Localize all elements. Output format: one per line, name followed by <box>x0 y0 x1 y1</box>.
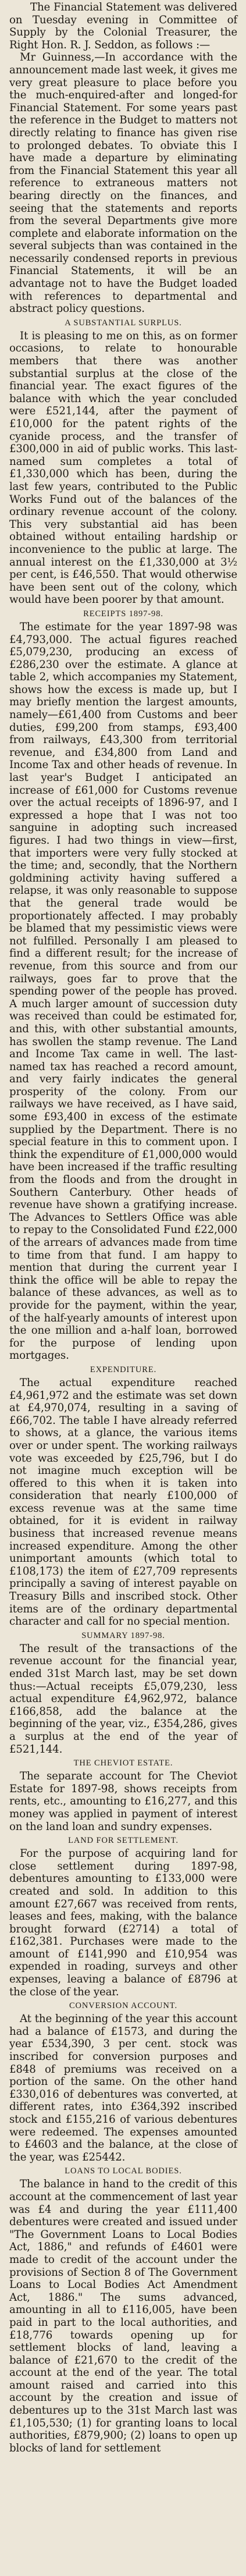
body-paragraph: The estimate for the year 1897-98 was £4,793,000. The actual figures reached £5,079,230, producing an excess of £286,230 over the estimate. A glance at table 2, which accompanies my Statement, shows how the excess is made up, but I may briefly mention the largest amounts, namely—£61,400 from Customs and beer duties, £99,200 from stamps, £93,400 from railways, £43,300 from territorial revenue, and £34,800 from Land and Income Tax and other heads of revenue. In last year's Budget I anticipated an increase of £61,000 for Customs revenue over the actual receipts of 1896-97, and I expressed a hope that I was not too sanguine in adopting such increased figures. I had two things in view—first, that importers were very fully stocked at the time; and, secondly, that the Northern goldmining activity having suffered a relapse, it was only reasonable to suppose that the general trade would be proportionately affected. I may probably be blamed that my pessimistic views were not fulfilled. Personally I am pleased to find a different result; for the increase of revenue, from this source and from our railways, goes far to prove that the spending power of the people has proved. A much larger amount of succession duty was received than could be estimated for, and this, with other substantial amounts, has swollen the stamp revenue. The Land and Income Tax came in well. The last-named tax has reached a record amount, and very fairly indicates the general prosperity of the colony. From our railways we have received, as I have said, some £93,400 in excess of the estimate supplied by the Department. There is no special feature in this to comment upon. I think the expenditure of £1,000,000 would have been increased if the traffic resulting from the floods and from the drought in Southern Canterbury. Other heads of revenue have shown a gratifying increase. The Advances to Settlers Office was able to repay to the Consolidated Fund £22,000 of the arrears of advances made from time to time from that fund. I am happy to mention that during the current year I think the office will be able to repay the balance of these advances, as well as to provide for the payment, within the year, of the half-yearly amounts of interest upon the one million and a-half loan, borrowed for the purpose of lending upon mortgages. <box>9 620 237 1362</box>
body-paragraph: Mr Guinness,—In accordance with the announcement made last week, it gives me very great pleasure to place before you the much-enquired-after and longed-for Financial Statement. For some years past the reference in the Budget to matters not directly relating to finance has given rise to prolonged debates. To obviate this I have made a departure by eliminating from the Financial Statement this year all reference to extraneous matters not bearing directly on the finances, and seeing that the statements and reports from the several Departments give more complete and elaborate information on the several subjects than was contained in the necessarily condensed reports in previous Financial Statements, it will be an advantage not to have the Budget loaded with references to departmental and abstract policy questions. <box>9 51 237 315</box>
body-paragraph: The balance in hand to the credit of this account at the commencement of last year was £4 and during the year £111,400 debentures were created and issued under "The Government Loans to Local Bodies Act, 1886," and refunds of £4601 were made to credit of the account under the provisions of Section 8 of The Government Loans to Local Bodies Act Amendment Act, 1886." The sums advanced, amounting in all to £116,005, have been paid in part to the local authorities, and £18,776 towards opening up for settlement blocks of land, leaving a balance of £21,670 to the credit of the account at the end of the year. The total amount raised and carried into this account by the creation and issue of debentures up to the 31st March last was £1,105,530; (1) for granting loans to local authorities, £879,900; (2) loans to open up blocks of land for settlement <box>9 2178 237 2454</box>
section-heading: LAND FOR SETTLEMENT. <box>68 1836 179 1846</box>
financial-statement-article <box>9 1 237 2454</box>
section-heading: RECEIPTS 1897-98. <box>83 609 163 619</box>
section-heading: CONVERSION ACCOUNT. <box>69 2001 177 2011</box>
body-paragraph: It is pleasing to me on this, as on former occasions, to relate to honourable members that there was another substantial surplus at the close of the financial year. The exact figures of the balance with which the year concluded were £521,144, after the payment of £10,000 for the patent rights of the cyanide process, and the transfer of £300,000 in aid of public works. This last-named sum completes a total of £1,330,000 which has been, during the last few years, contributed to the Public Works Fund out of the balances of the ordinary revenue account of the colony. This very substantial aid has been obtained without entailing hardship or inconvenience to the public at large. The annual interest on the £1,330,000 at 3½ per cent, is £46,550. That would otherwise have been sent out of the colony, which would have been poorer by that amount. <box>9 329 237 606</box>
body-paragraph: The actual expenditure reached £4,961,972 and the estimate was set down at £4,970,074, resulting in a saving of £66,702. The table I have already referred to shows, at a glance, the various items over or under spent. The working railways vote was exceeded by £25,796, but I do not imagine much exception will be offered to this when it is taken into consideration that nearly £100,000 of excess revenue was at the same time obtained, for it is evident in railway business that increased revenue means increased expenditure. Among the other unimportant amounts (which total to £108,173) the item of £27,709 represents principally a saving of interest payable on Treasury Bills and inscribed stock. Other items are of the ordinary departmental character and call for no special mention. <box>9 1376 237 1628</box>
lead-paragraph: The Financial Statement was delivered on Tuesday evening in Committee of Supply by the Colonial Treasurer, the Right Hon. R. J. Seddon, as follows :— <box>9 1 237 51</box>
body-paragraph: The result of the transactions of the revenue account for the financial year, ended 31st March last, may be set down thus:—Actual receipts £5,079,230, less actual expenditure £4,962,972, balance £166,858, add the balance at the beginning of the year, viz., £354,286, gives a surplus at the end of the year of £521,144. <box>9 1642 237 1756</box>
body-paragraph: For the purpose of acquiring land for close settlement during 1897-98, debentures amounting to £133,000 were created and sold. In addition to this amount £27,667 was received from rents, leases and fees, making, with the balance brought forward (£2714) a total of £162,381. Purchases were made to the amount of £141,990 and £10,954 was expended in roading, surveys and other expenses, leaving a balance of £8796 at the close of the year. <box>9 1847 237 1998</box>
section-heading: EXPENDITURE. <box>90 1365 157 1374</box>
section-heading: SUMMARY 1897-98. <box>81 1630 165 1640</box>
section-heading: THE CHEVIOT ESTATE. <box>73 1758 173 1768</box>
body-paragraph: The separate account for The Cheviot Estate for 1897-98, shows receipts from rents, etc., amounting to £16,277, and this money was applied in payment of interest on the land loan and sundry expenses. <box>9 1770 237 1833</box>
section-heading: A SUBSTANTIAL SURPLUS. <box>65 318 182 328</box>
section-heading: LOANS TO LOCAL BODIES. <box>65 2166 182 2176</box>
body-paragraph: At the beginning of the year this account had a balance of £1573, and during the year £534,390, 3 per cent. stock was inscribed for conversion purposes and £848 of premiums was received on a portion of the same. On the other hand £330,016 of debentures was converted, at different rates, into £364,392 inscribed stock and £155,216 of various debentures were redeemed. The expenses amounted to £4603 and the balance, at the close of the year, was £25442. <box>9 2013 237 2163</box>
